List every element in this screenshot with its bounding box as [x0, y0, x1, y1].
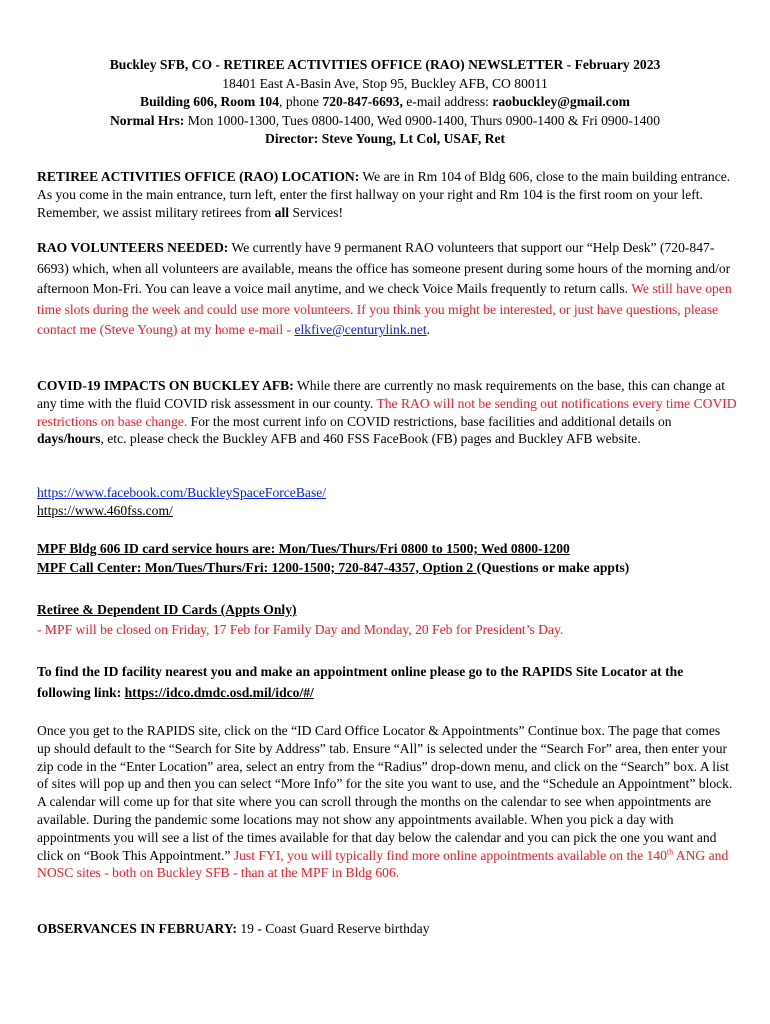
volunteers-text: We currently have 9 permanent RAO volunteers that support our “Help Desk” (720-847-6693) which, when all volunteers are available, means the office has someone present during some hours of the morning and/or afternoon Mon-Fri. You can leave a voice mail anytime, and we check Voice Mails frequently to return calls. [37, 240, 731, 296]
mpf-section [37, 540, 737, 577]
covid-section [37, 377, 737, 448]
id-cards-section [37, 600, 737, 640]
office-hours [0, 112, 770, 131]
office-address: 18401 East A-Basin Ave, Stop 95, Buckley AFB, CO 80011 [222, 75, 548, 91]
covid-notice: The RAO will not be sending out notifications every time COVID restrictions on base change. [37, 395, 737, 429]
office-phone: 720-847-6693, [322, 94, 403, 110]
office-building: Building 606, Room 104 [140, 94, 280, 110]
location-section [37, 168, 737, 221]
covid-days-hours: days/hours [37, 431, 101, 447]
location-all: all [274, 204, 290, 220]
covid-text-1: While there are currently no mask requirements on the base, this can change at any time with the fluid COVID risk assessment in our county. [37, 378, 725, 411]
phone-prefix: , phone [279, 94, 323, 110]
hours-label: Normal Hrs: [109, 112, 185, 128]
volunteers-heading: RAO VOLUNTEERS NEEDED: [37, 240, 229, 255]
location-text: We are in Rm 104 of Bldg 606, close to the main building entrance. As you come in the main entrance, turn left, enter the first hallway on your right and Rm 104 is the first room on your left. Remember, we assist military retirees from [37, 169, 731, 220]
volunteers-section [37, 238, 737, 341]
newsletter-title: Buckley SFB, CO - RETIREE ACTIVITIES OFFICE (RAO) NEWSLETTER - February 2023 [109, 57, 661, 72]
volunteers-request: We still have open time slots during the week and could use more volunteers. If you think you might be interested, or just have questions, please contact me (Steve Young) at my home e-mail - [37, 281, 732, 337]
instructions-tip-sup: th [666, 847, 674, 857]
observances-section [37, 920, 737, 938]
hours-text: Mon 1000-1300, Tues 0800-1400, Wed 0900-1400, Thurs 0900-1400 & Fri 0900-1400 [184, 112, 661, 128]
mpf-call-note: (Questions or make appts) [476, 559, 630, 575]
fss-link[interactable]: https://www.460fss.com/ [37, 502, 173, 518]
mpf-hours: MPF Bldg 606 ID card service hours are: Mon/Tues/Thurs/Fri 0800 to 1500; Wed 0800-1200 [37, 541, 570, 556]
facebook-link[interactable]: https://www.facebook.com/BuckleySpaceForceBase/ [37, 485, 327, 500]
instructions-text: Once you get to the RAPIDS site, click on the “ID Card Office Locator & Appointments” Continue box. The page that comes up should default to the “Search for Site by Address” tab. Ensure “All” is selected under the “Search For” area, then enter your zip code in the “Enter Location” area, select an entry from the “Radius” drop-down menu, and click on the “Search” box. A list of sites will pop up and then you can select “More Info” for the site you want to use, and the “Schedule an Appointment” block. A calendar will come up for that site where you can scroll through the months on the calendar to see when appointments are available. During the pandemic some locations may not show any appointments available. When you pick a day with appointments you will see a list of the times available for that day below the calendar and you can pick the one you want and click on “Book This Appointment.” [37, 723, 733, 863]
volunteers-end: . [426, 322, 431, 337]
location-end: Services! [289, 204, 343, 220]
rapids-link[interactable]: https://idco.dmdc.osd.mil/idco/#/ [124, 685, 314, 700]
newsletter-header [0, 56, 770, 149]
instructions-tip-a: Just FYI, you will typically find more online appointments available on the 140 [233, 847, 667, 863]
rapids-section [37, 661, 737, 703]
email-prefix: e-mail address: [402, 94, 493, 110]
covid-text-2: For the most current info on COVID restrictions, base facilities and additional details on [187, 413, 672, 429]
mpf-closure-notice: - MPF will be closed on Friday, 17 Feb for Family Day and Monday, 20 Feb for President’s Day. [37, 622, 564, 637]
instructions-section [37, 722, 737, 882]
director-line: Director: Steve Young, Lt Col, USAF, Ret [265, 131, 505, 147]
instructions-tip-b: ANG and NOSC sites - both on Buckley SFB - than at the MPF in Bldg 606. [37, 847, 729, 881]
rapids-text: To find the ID facility nearest you and make an appointment online please go to the RAPIDS Site Locator at the following link: [37, 664, 684, 700]
observances-text: 19 - Coast Guard Reserve birthday [236, 921, 430, 936]
location-heading: RETIREE ACTIVITIES OFFICE (RAO) LOCATION: [37, 169, 360, 184]
office-email: raobuckley@gmail.com [492, 94, 630, 110]
covid-heading: COVID-19 IMPACTS ON BUCKLEY AFB: [37, 378, 294, 393]
volunteer-email-link[interactable]: elkfive@centurylink.net [294, 322, 427, 337]
links-section [37, 484, 737, 520]
id-cards-heading: Retiree & Dependent ID Cards (Appts Only) [37, 602, 297, 617]
office-contact [0, 93, 770, 112]
covid-text-3: , etc. please check the Buckley AFB and 460 FSS FaceBook (FB) pages and Buckley AFB website. [100, 431, 641, 447]
observances-heading: OBSERVANCES IN FEBRUARY: [37, 921, 237, 936]
mpf-call-center: MPF Call Center: Mon/Tues/Thurs/Fri: 1200-1500; 720-847-4357, Option 2 [37, 559, 477, 575]
